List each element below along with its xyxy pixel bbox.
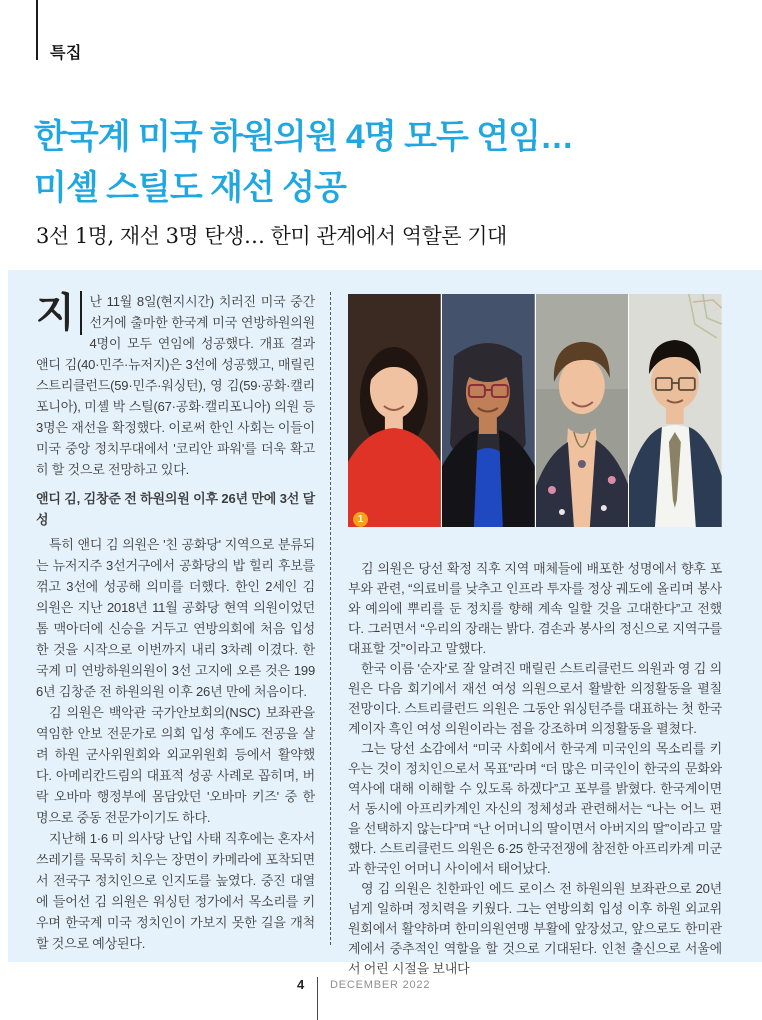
photo-four-representatives: [348, 294, 722, 527]
portrait-photo-3: [536, 294, 629, 527]
article-headline: [34, 112, 634, 214]
section-subhead: 앤디 김, 김창준 전 하원의원 이후 26년 만에 3선 달성: [36, 491, 315, 527]
paragraph: 영 김 의원은 친한파인 에드 로이스 전 하원의원 보좌관으로 20년 넘게 일하며 정치력을 키웠다. 그는 연방의회 입성 이후 하원 외교위원회에서 활약하며 한미의원연맹 부활에 앞장섰고, 앞으로도 한미관계에서 중추적인 역할을 할 것으로 기대된다. 인천 출신으로 서울에서 어린 시절을 보내다: [348, 881, 722, 976]
portrait-photo-4: [629, 294, 722, 527]
dropcap: 지: [36, 291, 82, 335]
paragraph: 특히 앤디 김 의원은 '친 공화당' 지역으로 분류되는 뉴저지주 3선거구에서 공화당의 밥 힐리 후보를 꺾고 3선에 성공해 의미를 더했다. 한인 2세인 김 의원은 지난 2018년 11월 공화당 현역 의원이었던 톰 맥아더에 신승을 거두고 연방의회에 처음 입성한 것을 시작으로 이번까지 내리 3차례 이겼다. 한국계 미 연방하원의원이 3선 고지에 오른 것은 1996년 김창준 전 하원의원 이후 26년 만에 처음이다.: [36, 537, 315, 699]
kicker-rule: [36, 0, 38, 60]
footer-page-number: 4: [297, 977, 305, 992]
footer-divider: [317, 977, 318, 1020]
photo-number-badge: 1: [353, 512, 368, 527]
article-subtitle: 3선 1명, 재선 3명 탄생… 한미 관계에서 역할론 기대: [36, 224, 507, 248]
footer-issue-label: DECEMBER 2022: [330, 979, 431, 991]
paragraph-lead: [36, 291, 315, 480]
left-column: [36, 291, 315, 954]
paragraph-lead-text: 난 11월 8일(현지시간) 치러진 미국 중간선거에 출마한 한국계 미국 연방하원의원 4명이 모두 연임에 성공했다. 개표 결과 앤디 김(40·민주·뉴저지)은 3선에 성공했고, 매릴린 스트리클런드(59·민주·워싱턴), 영 김(59·공화·캘리포니아), 미셸 박 스틸(67·공화·캘리포니아) 의원 등 3명은 재선을 확정했다. 이로써 한인 사회는 이들이 미국 중앙 정치무대에서 '코리안 파워'를 더욱 확고히 할 것으로 전망하고 있다.: [36, 294, 315, 477]
kicker-label: 특집: [50, 45, 82, 62]
paragraph: 김 의원은 당선 확정 직후 지역 매체들에 배포한 성명에서 향후 포부와 관련, “의료비를 낮추고 인프라 투자를 정상 궤도에 올리며 봉사와 예의에 뿌리를 둔 정치를 향해 계속 일할 것을 고대한다”고 전했다. 그러면서 “우리의 장래는 밝다. 겸손과 봉사의 정신으로 지역구를 대표할 것”이라고 말했다.: [348, 561, 722, 656]
headline-line-2: 미셸 스틸도 재선 성공: [34, 169, 346, 207]
paragraph: 지난해 1·6 미 의사당 난입 사태 직후에는 혼자서 쓰레기를 묵묵히 치우는 장면이 카메라에 포착되면서 전국구 정치인으로 인지도를 높였다. 중진 대열에 들어선 김 의원은 워싱턴 정가에서 목소리를 키우며 한국계 미국 정치인이 가보지 못한 길을 개척할 것으로 예상된다.: [36, 831, 315, 951]
article-panel: [8, 270, 762, 976]
column-divider: [330, 292, 331, 945]
paragraph: 한국 이름 '순자'로 잘 알려진 매릴린 스트리클런드 의원과 영 김 의원은 다음 회기에서 재선 여성 의원으로서 활발한 의정활동을 펼칠 전망이다. 스트리클런드 의원은 그동안 워싱턴주를 대표하는 첫 한국계이자 흑인 여성 의원이라는 점을 강조하며 의정활동을 펼쳤다.: [348, 661, 722, 736]
portrait-photo-2: [442, 294, 535, 527]
paragraph: 그는 당선 소감에서 “미국 사회에서 한국계 미국인의 목소리를 키우는 것이 정치인으로서 목표”라며 “더 많은 미국인이 한국의 문화와 역사에 대해 이해할 수 있도록 하겠다”고 포부를 밝혔다. 한국계이면서 동시에 아프리카계인 자신의 정체성과 관련해서는 “나는 어느 편을 선택하지 않는다”며 “난 어머니의 딸이면서 아버지의 딸”이라고 말했다. 스트리클런드 의원은 6·25 한국전쟁에 참전한 아프리카계 미군과 한국인 어머니 사이에서 태어났다.: [348, 741, 722, 876]
right-column: [348, 294, 722, 979]
right-column-text: [348, 559, 722, 979]
portrait-photo-1: [348, 294, 441, 527]
headline-line-1: 한국계 미국 하원의원 4명 모두 연임…: [34, 118, 573, 156]
paragraph: 김 의원은 백악관 국가안보회의(NSC) 보좌관을 역임한 안보 전문가로 의회 입성 후에도 전공을 살려 하원 군사위원회와 외교위원회 등에서 활약했다. 아메리칸드림의 대표적 성공 사례로 꼽히며, 버락 오바마 행정부에 몸담았던 '오바마 키즈' 중 한 명으로 중동 전문가이기도 하다.: [36, 705, 315, 825]
